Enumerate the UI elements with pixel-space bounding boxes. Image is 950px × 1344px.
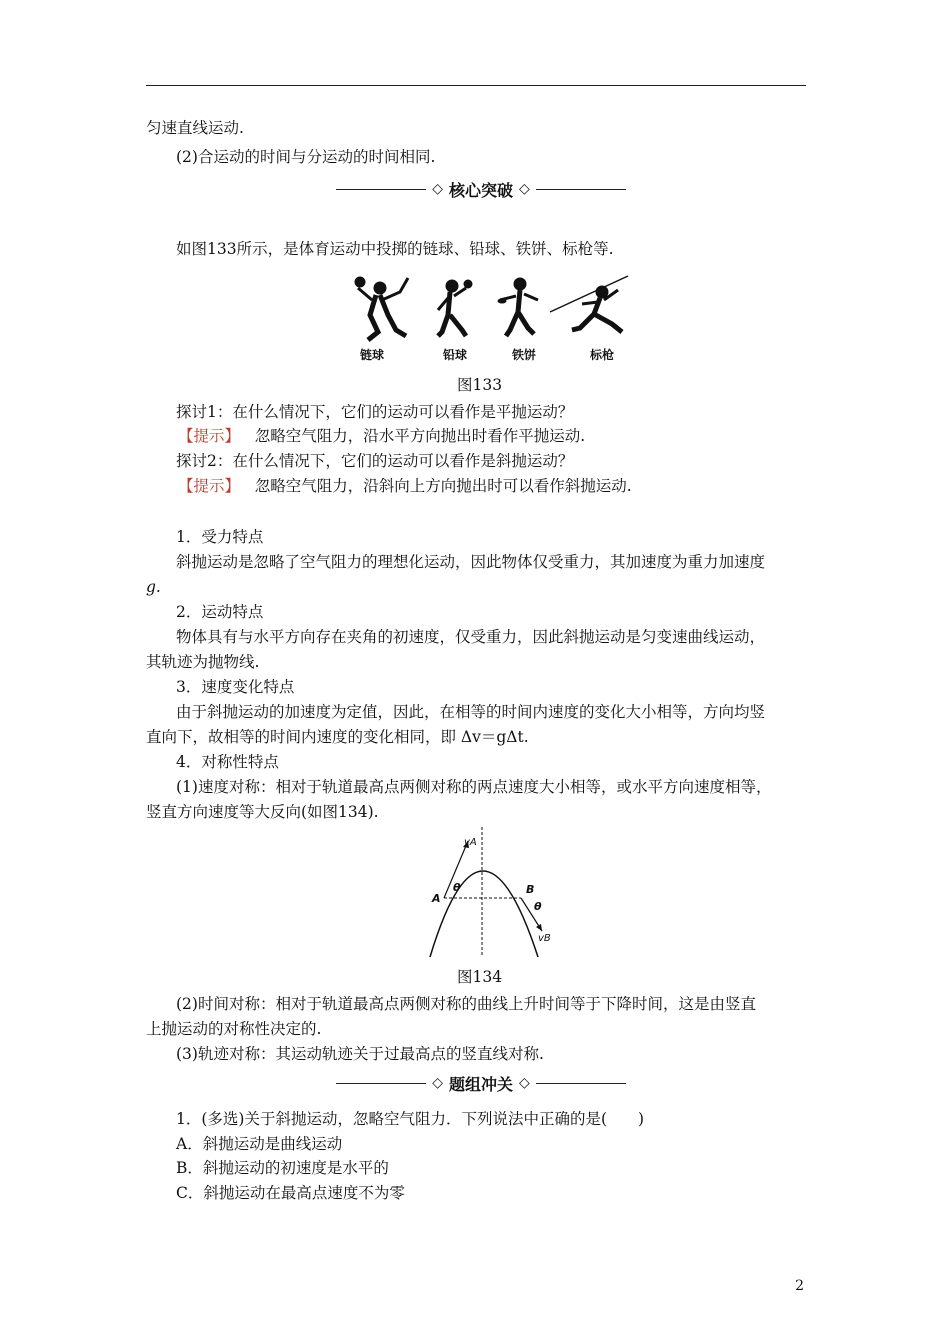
question-stem: 1．(多选)关于斜抛运动，忽略空气阻力．下列说法中正确的是( ) [176,1110,645,1128]
figure-caption: 图134 [457,968,503,986]
text-line: (3)轨迹对称：其运动轨迹关于过最高点的竖直线对称. [176,1045,544,1063]
figure-label: 铅球 [442,348,468,362]
shot-put-figure [438,280,472,336]
javelin-figure [550,276,628,332]
figure-label: 链球 [359,348,385,362]
hint-line [178,426,585,446]
label-va: vA [464,837,477,848]
label-a: A [432,892,441,905]
hammer-thrower-figure [355,277,408,340]
text-line: 斜抛运动是忽略了空气阻力的理想化运动，因此物体仅受重力，其加速度为重力加速度 [176,553,766,571]
text-line: (1)速度对称：相对于轨道最高点两侧对称的两点速度大小相等，或水平方向速度相等， [176,778,772,796]
text-line: 探讨1：在什么情况下，它们的运动可以看作是平抛运动？ [176,403,574,421]
option-a: A．斜抛运动是曲线运动 [176,1135,343,1153]
text-line: (2)合运动的时间与分运动的时间相同. [176,148,436,166]
text-line: 3．速度变化特点 [176,678,295,696]
figure-label: 标枪 [589,348,615,362]
option-b: B．斜抛运动的初速度是水平的 [176,1159,389,1177]
hint-text: 忽略空气阻力，沿水平方向抛出时看作平抛运动. [254,427,586,445]
text-line: 1．受力特点 [176,528,264,546]
text-line: 匀速直线运动. [146,119,244,137]
label-theta: θ [453,881,461,894]
text-line: 2．运动特点 [176,603,264,621]
text-line: 由于斜抛运动的加速度为定值，因此，在相等的时间内速度的变化大小相等，方向均竖 [176,703,766,721]
section-heading-group: ◇ 题组冲关 ◇ [336,1072,626,1094]
figure-134 [420,825,570,960]
label-b: B [526,883,535,896]
text-line: 上抛运动的对称性决定的. [146,1020,322,1038]
text-line: 如图133所示，是体育运动中投掷的链球、铅球、铁饼、标枪等. [176,240,614,258]
text-line: 探讨2：在什么情况下，它们的运动可以看作是斜抛运动？ [176,452,574,470]
discus-figure [498,278,538,336]
text-line: (2)时间对称：相对于轨道最高点两侧对称的曲线上升时间等于下降时间，这是由竖直 [176,995,756,1013]
option-c: C．斜抛运动在最高点速度不为零 [176,1184,405,1202]
figure-133 [350,270,640,370]
hint-label: 【提示】 [178,477,241,495]
text-line: 物体具有与水平方向存在夹角的初速度，仅受重力，因此斜抛运动是匀变速曲线运动， [176,628,766,646]
text-line: 竖直方向速度等大反向(如图134). [146,803,379,821]
section-title: 核心突破 [449,180,514,200]
figure-caption: 图133 [457,376,503,394]
label-vb: vB [538,933,551,944]
label-theta: θ [534,900,542,913]
header-rule [146,85,806,86]
text-line: 其轨迹为抛物线. [146,653,260,671]
hint-label: 【提示】 [178,427,241,445]
section-title: 题组冲关 [449,1074,514,1094]
trajectory-curve [430,871,538,957]
hint-line [178,476,632,496]
text-line: g. [146,578,161,596]
hint-text: 忽略空气阻力，沿斜向上方向抛出时可以看作斜抛运动. [254,477,632,495]
section-heading-core: ◇ 核心突破 ◇ [336,178,626,200]
text-line: 4．对称性特点 [176,753,279,771]
page-number: 2 [795,1278,804,1294]
figure-label: 铁饼 [511,348,537,362]
text-line: 直向下，故相等的时间内速度的变化相同，即 Δv＝gΔt. [146,728,529,746]
